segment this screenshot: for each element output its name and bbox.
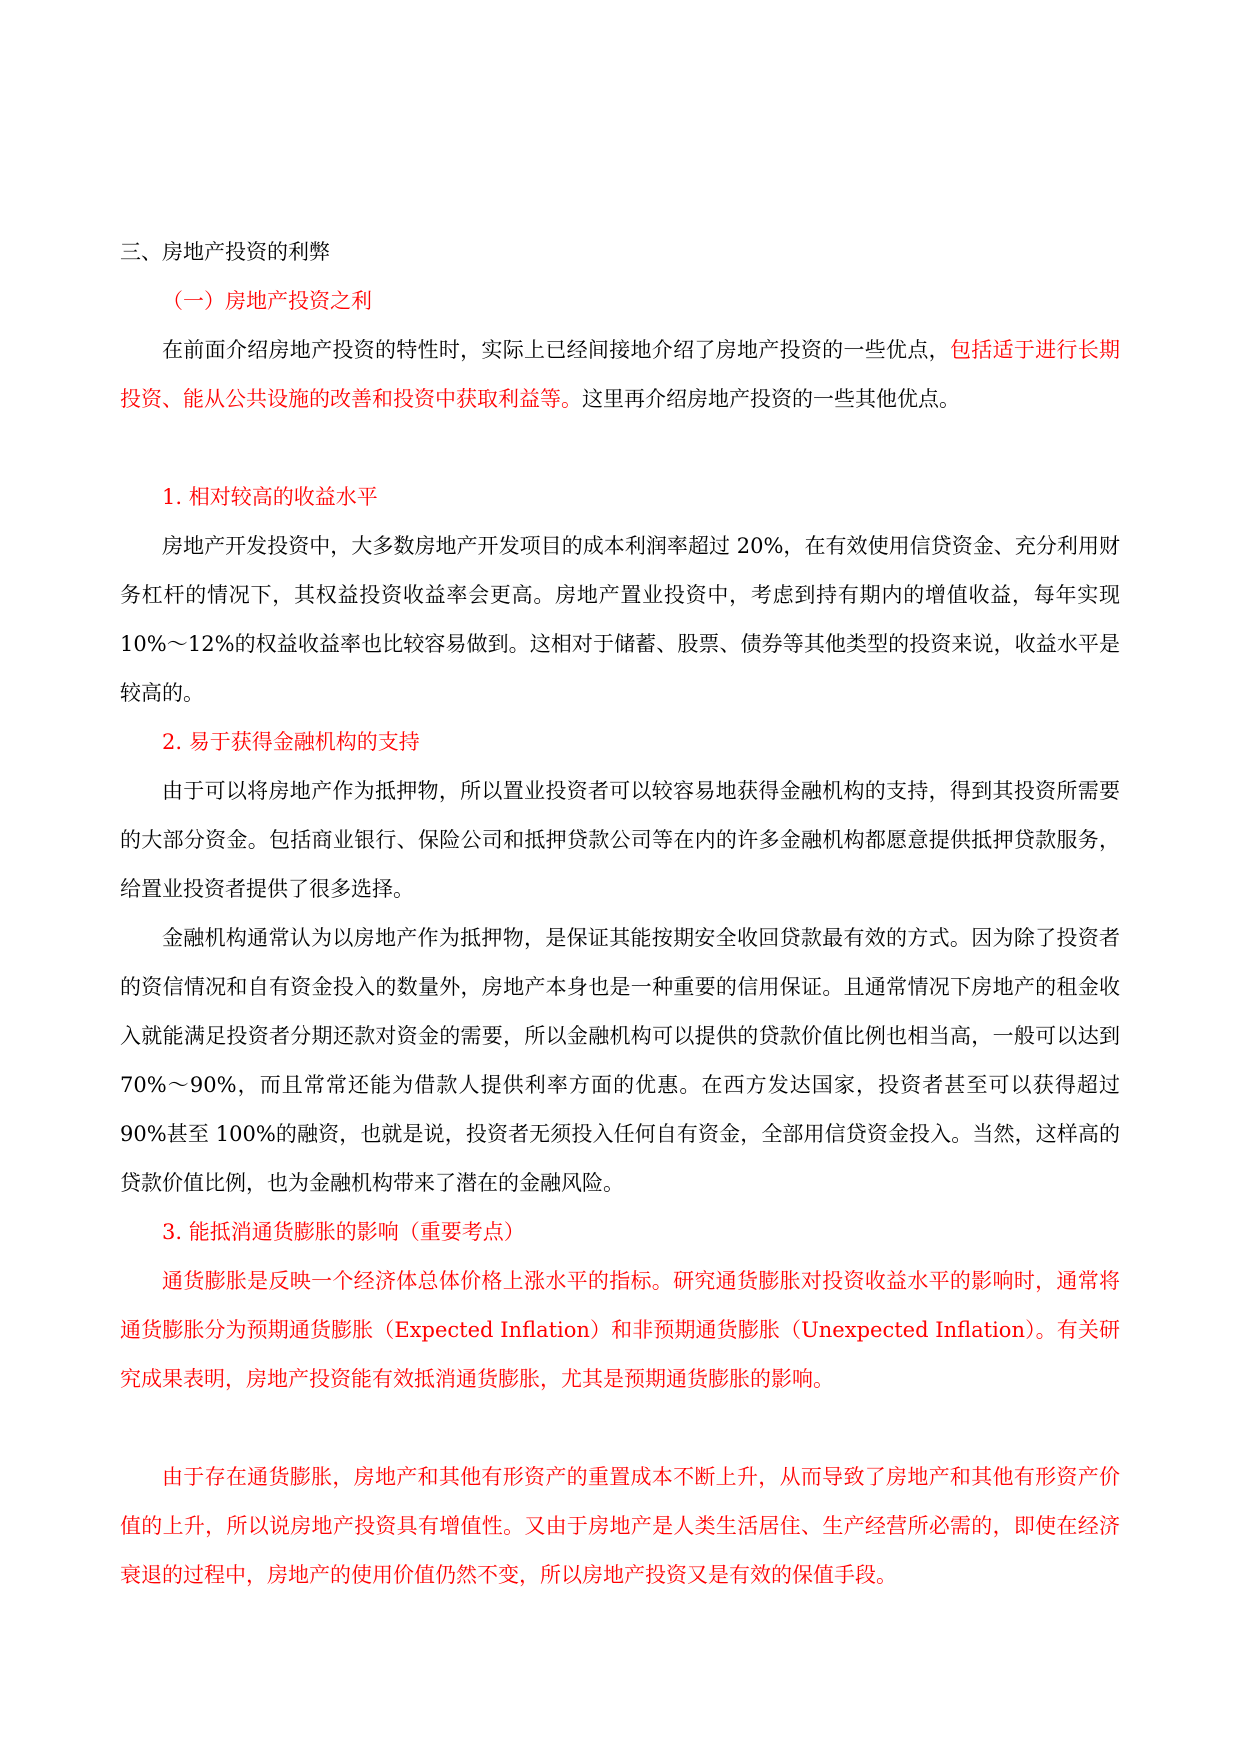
item3-heading: 3. 能抵消通货膨胀的影响（重要考点）: [162, 1220, 525, 1244]
intro-paragraph: [120, 326, 1120, 424]
item1-body: 房地产开发投资中，大多数房地产开发项目的成本利润率超过 20%，在有效使用信贷资金、充分利用财务杠杆的情况下，其权益投资收益率会更高。房地产置业投资中，考虑到持有期内的增值收益，每年实现 10%～12%的权益收益率也比较容易做到。这相对于储蓄、股票、债券等其他类型的投资来说，收益水平是较高的。: [120, 534, 1120, 705]
item3-body-1: 通货膨胀是反映一个经济体总体价格上涨水平的指标。研究通货膨胀对投资收益水平的影响时，通常将通货膨胀分为预期通货膨胀（Expected Inflation）和非预期通货膨胀（Unexpected Inflation）。有关研究成果表明，房地产投资能有效抵消通货膨胀，尤其是预期通货膨胀的影响。: [120, 1269, 1120, 1391]
item2-heading: 2. 易于获得金融机构的支持: [162, 730, 420, 754]
item2-body-2: 金融机构通常认为以房地产作为抵押物，是保证其能按期安全收回贷款最有效的方式。因为除了投资者的资信情况和自有资金投入的数量外，房地产本身也是一种重要的信用保证。且通常情况下房地产的租金收入就能满足投资者分期还款对资金的需要，所以金融机构可以提供的贷款价值比例也相当高，一般可以达到 70%～90%，而且常常还能为借款人提供利率方面的优惠。在西方发达国家，投资者甚至可以获得超过 90%甚至 100%的融资，也就是说，投资者无须投入任何自有资金，全部用信贷资金投入。当然，这样高的贷款价值比例，也为金融机构带来了潜在的金融风险。: [120, 926, 1120, 1195]
item2-body-1: 由于可以将房地产作为抵押物，所以置业投资者可以较容易地获得金融机构的支持，得到其投资所需要的大部分资金。包括商业银行、保险公司和抵押贷款公司等在内的许多金融机构都愿意提供抵押贷款服务，给置业投资者提供了很多选择。: [120, 779, 1120, 901]
section-title: 三、房地产投资的利弊: [120, 240, 330, 264]
document-page: [120, 228, 1120, 1600]
spacer: [120, 1404, 1120, 1453]
subsection-title: （一）房地产投资之利: [162, 289, 372, 313]
intro-text: 在前面介绍房地产投资的特性时，实际上已经间接地介绍了房地产投资的一些优点，: [162, 338, 950, 362]
item1-heading: 1. 相对较高的收益水平: [162, 485, 378, 509]
item3-body-2: 由于存在通货膨胀，房地产和其他有形资产的重置成本不断上升，从而导致了房地产和其他有形资产价值的上升，所以说房地产投资具有增值性。又由于房地产是人类生活居住、生产经营所必需的，即使在经济衰退的过程中，房地产的使用价值仍然不变，所以房地产投资又是有效的保值手段。: [120, 1465, 1120, 1587]
intro-tail: 这里再介绍房地产投资的一些其他优点。: [582, 387, 960, 411]
spacer: [120, 424, 1120, 473]
intro-highlight: 包括适于进行长期投资、能从公共设施的改善和投资中获取利益等。: [120, 338, 1121, 411]
